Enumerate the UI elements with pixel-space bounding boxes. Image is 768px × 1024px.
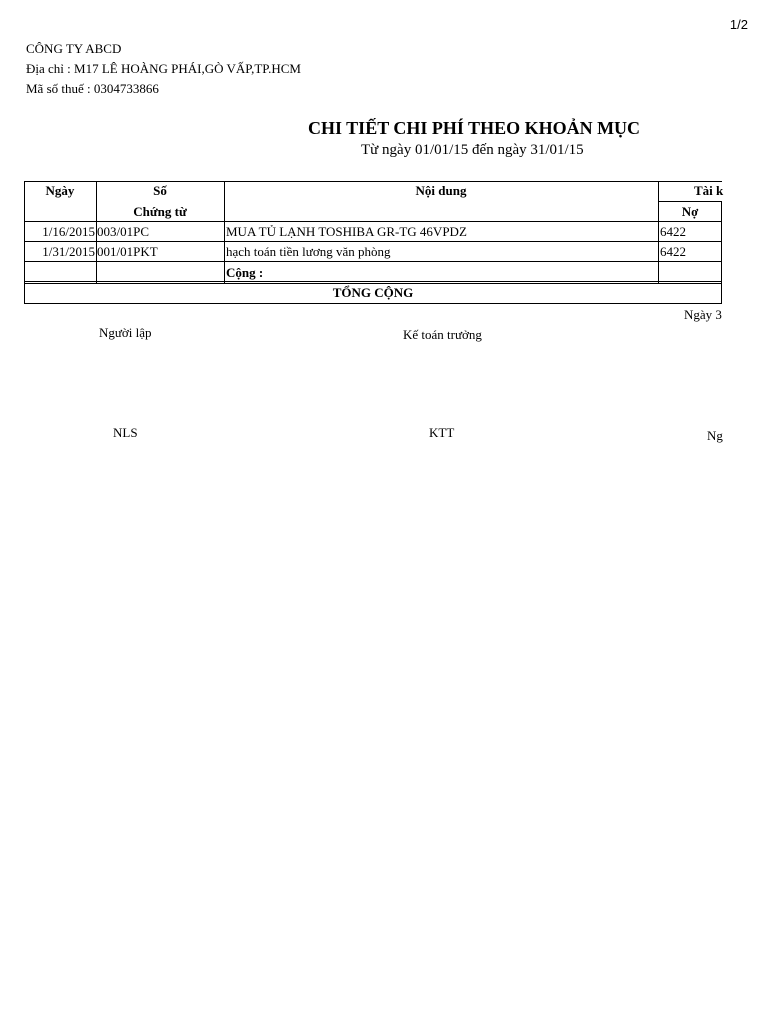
header-account-debit: Nợ	[681, 204, 699, 219]
company-tax-code: Mã số thuế : 0304733866	[26, 81, 159, 96]
chief-accountant-label: Kế toán trưởng	[403, 327, 482, 342]
row-1-content: MUA TỦ LẠNH TOSHIBA GR-TG 46VPDZ	[226, 224, 467, 239]
preparer-name: NLS	[113, 425, 138, 440]
report-title: CHI TIẾT CHI PHÍ THEO KHOẢN MỤC	[308, 118, 641, 138]
table-border-top	[24, 181, 722, 182]
page-number: 1/2	[729, 17, 748, 32]
company-name: CÔNG TY ABCD	[26, 41, 122, 56]
row-2-debit: 6422	[660, 244, 686, 259]
header-date: Ngày	[45, 183, 75, 198]
row-1-date: 1/16/2015	[42, 224, 95, 239]
row-1-bottom-line	[24, 241, 722, 242]
preparer-label: Người lập	[99, 325, 152, 340]
report-subtitle: Từ ngày 01/01/15 đến ngày 31/01/15	[361, 142, 584, 158]
col-content-divider	[658, 181, 659, 283]
header-account: Tài k	[694, 183, 724, 198]
row-1-doc: 003/01PC	[97, 224, 150, 239]
header-bottom-line	[24, 221, 722, 222]
third-signer-name: Ng	[707, 428, 723, 443]
signature-date: Ngày 3	[684, 307, 722, 322]
subtotal-bottom-line	[24, 281, 722, 282]
header-content: Nội dung	[415, 183, 467, 198]
subtotal-label: Cộng :	[226, 265, 264, 280]
header-doc-voucher: Chứng từ	[133, 204, 187, 219]
account-subheader-line	[658, 201, 722, 202]
chief-accountant-name: KTT	[429, 425, 455, 440]
total-top-line	[24, 283, 722, 284]
company-address: Địa chỉ : M17 LÊ HOÀNG PHÁI,GÒ VẤP,TP.HCM	[26, 61, 301, 76]
grand-total-label: TỔNG CỘNG	[332, 285, 414, 300]
table-border-bottom	[24, 303, 722, 304]
row-2-date: 1/31/2015	[42, 244, 95, 259]
row-2-content: hạch toán tiền lương văn phòng	[226, 244, 391, 259]
row-2-doc: 001/01PKT	[97, 244, 158, 259]
header-doc-number: Số	[153, 183, 167, 198]
row-1-debit: 6422	[660, 224, 686, 239]
row-2-bottom-line	[24, 261, 722, 262]
